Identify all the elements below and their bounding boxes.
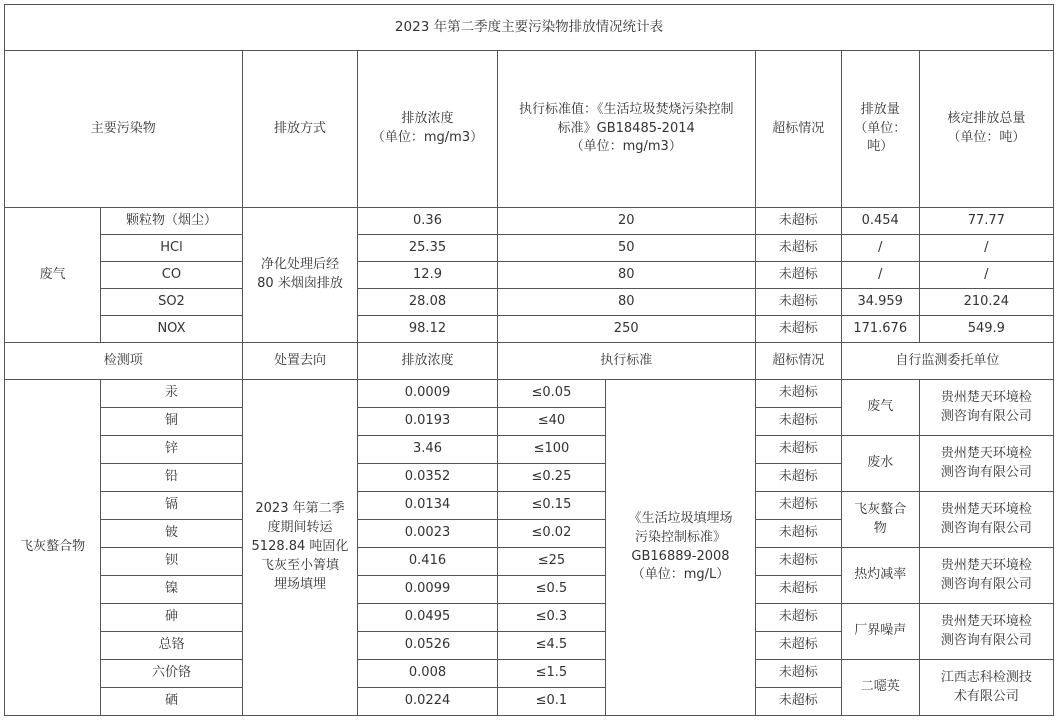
gas-exceed: 未超标 (755, 208, 841, 235)
table-row (5, 660, 1054, 688)
monitor-type: 二噁英 (841, 660, 919, 716)
gas-total: 549.9 (919, 316, 1053, 343)
ash-concentration: 0.0352 (358, 464, 497, 492)
gas-standard: 80 (497, 289, 755, 316)
gas-concentration: 98.12 (358, 316, 497, 343)
header-exceed: 超标情况 (755, 51, 841, 208)
emission-statistics-table (4, 4, 1054, 716)
ash-concentration: 0.0134 (358, 492, 497, 520)
gas-amount: 34.959 (841, 289, 919, 316)
header-pollutant: 主要污染物 (5, 51, 243, 208)
gas-amount: / (841, 235, 919, 262)
ash-concentration: 0.0099 (358, 576, 497, 604)
ash-concentration: 0.0023 (358, 520, 497, 548)
gas-standard: 50 (497, 235, 755, 262)
monitor-unit: 贵州楚天环境检 测咨询有限公司 (919, 380, 1053, 436)
gas-exceed: 未超标 (755, 262, 841, 289)
gas-amount: / (841, 262, 919, 289)
gas-concentration: 28.08 (358, 289, 497, 316)
gas-concentration: 12.9 (358, 262, 497, 289)
header-monitor: 自行监测委托单位 (841, 343, 1053, 380)
gas-method: 净化处理后经 80 米烟囱排放 (242, 208, 358, 343)
ash-concentration: 0.0224 (358, 688, 497, 716)
ash-limit: ≤1.5 (497, 660, 606, 688)
gas-category: 废气 (5, 208, 101, 343)
gas-pollutant: SO2 (101, 289, 242, 316)
header-row-2 (5, 343, 1054, 380)
monitor-type: 飞灰螯合 物 (841, 492, 919, 548)
ash-concentration: 0.0526 (358, 632, 497, 660)
gas-amount: 0.454 (841, 208, 919, 235)
header-concentration-2: 排放浓度 (358, 343, 497, 380)
gas-pollutant: NOX (101, 316, 242, 343)
monitor-type: 厂界噪声 (841, 604, 919, 660)
ash-exceed: 未超标 (755, 604, 841, 632)
ash-exceed: 未超标 (755, 520, 841, 548)
ash-exceed: 未超标 (755, 548, 841, 576)
gas-pollutant: HCl (101, 235, 242, 262)
ash-exceed: 未超标 (755, 576, 841, 604)
gas-total: 77.77 (919, 208, 1053, 235)
ash-concentration: 0.0009 (358, 380, 497, 408)
ash-exceed: 未超标 (755, 464, 841, 492)
table-row (5, 262, 1054, 289)
ash-item: 镉 (101, 492, 242, 520)
ash-item: 铜 (101, 408, 242, 436)
ash-item: 砷 (101, 604, 242, 632)
table-row (5, 289, 1054, 316)
gas-exceed: 未超标 (755, 316, 841, 343)
header-standard-2: 执行标准 (497, 343, 755, 380)
ash-exceed: 未超标 (755, 380, 841, 408)
ash-limit: ≤0.15 (497, 492, 606, 520)
monitor-type: 热灼减率 (841, 548, 919, 604)
ash-item: 六价铬 (101, 660, 242, 688)
ash-exceed: 未超标 (755, 660, 841, 688)
monitor-unit: 贵州楚天环境检 测咨询有限公司 (919, 604, 1053, 660)
ash-exceed: 未超标 (755, 492, 841, 520)
ash-exceed: 未超标 (755, 688, 841, 716)
monitor-unit: 江西志科检测技 术有限公司 (919, 660, 1053, 716)
ash-concentration: 0.0193 (358, 408, 497, 436)
header-row (5, 51, 1054, 208)
ash-limit: ≤0.05 (497, 380, 606, 408)
ash-limit: ≤0.1 (497, 688, 606, 716)
table-title: 2023 年第二季度主要污染物排放情况统计表 (5, 5, 1054, 51)
gas-concentration: 25.35 (358, 235, 497, 262)
ash-limit: ≤0.5 (497, 576, 606, 604)
ash-item: 铍 (101, 520, 242, 548)
monitor-unit: 贵州楚天环境检 测咨询有限公司 (919, 436, 1053, 492)
header-disposal: 处置去向 (242, 343, 358, 380)
ash-item: 锌 (101, 436, 242, 464)
gas-amount: 171.676 (841, 316, 919, 343)
table-row (5, 316, 1054, 343)
ash-standard: 《生活垃圾填埋场 污染控制标准》 GB16889-2008 （单位：mg/L） (606, 380, 756, 716)
table-row (5, 492, 1054, 520)
table-row (5, 604, 1054, 632)
ash-concentration: 3.46 (358, 436, 497, 464)
ash-concentration: 0.0495 (358, 604, 497, 632)
ash-item: 汞 (101, 380, 242, 408)
table-row (5, 548, 1054, 576)
ash-limit: ≤0.25 (497, 464, 606, 492)
gas-pollutant: CO (101, 262, 242, 289)
table-row (5, 380, 1054, 408)
ash-limit: ≤0.02 (497, 520, 606, 548)
ash-disposal: 2023 年第二季 度期间转运 5128.84 吨固化 飞灰至小箐填 埋场填埋 (242, 380, 358, 716)
header-item: 检测项 (5, 343, 243, 380)
ash-item: 铅 (101, 464, 242, 492)
gas-standard: 250 (497, 316, 755, 343)
gas-standard: 20 (497, 208, 755, 235)
gas-exceed: 未超标 (755, 235, 841, 262)
ash-item: 硒 (101, 688, 242, 716)
ash-item: 镍 (101, 576, 242, 604)
gas-concentration: 0.36 (358, 208, 497, 235)
title-row (5, 5, 1054, 51)
gas-total: / (919, 262, 1053, 289)
monitor-unit: 贵州楚天环境检 测咨询有限公司 (919, 492, 1053, 548)
gas-total: 210.24 (919, 289, 1053, 316)
ash-concentration: 0.416 (358, 548, 497, 576)
ash-limit: ≤4.5 (497, 632, 606, 660)
table-row (5, 436, 1054, 464)
header-amount: 排放量 （单位： 吨） (841, 51, 919, 208)
ash-item: 总铬 (101, 632, 242, 660)
monitor-type: 废水 (841, 436, 919, 492)
header-concentration: 排放浓度 （单位：mg/m3） (358, 51, 497, 208)
ash-item: 钡 (101, 548, 242, 576)
table-row (5, 235, 1054, 262)
ash-category: 飞灰螯合物 (5, 380, 101, 716)
ash-limit: ≤40 (497, 408, 606, 436)
header-total: 核定排放总量 （单位：吨） (919, 51, 1053, 208)
gas-total: / (919, 235, 1053, 262)
ash-concentration: 0.008 (358, 660, 497, 688)
monitor-unit: 贵州楚天环境检 测咨询有限公司 (919, 548, 1053, 604)
gas-pollutant: 颗粒物（烟尘） (101, 208, 242, 235)
ash-exceed: 未超标 (755, 436, 841, 464)
gas-standard: 80 (497, 262, 755, 289)
header-exceed-2: 超标情况 (755, 343, 841, 380)
gas-exceed: 未超标 (755, 289, 841, 316)
table-row (5, 208, 1054, 235)
ash-limit: ≤100 (497, 436, 606, 464)
ash-limit: ≤25 (497, 548, 606, 576)
ash-exceed: 未超标 (755, 632, 841, 660)
ash-exceed: 未超标 (755, 408, 841, 436)
monitor-type: 废气 (841, 380, 919, 436)
ash-limit: ≤0.3 (497, 604, 606, 632)
header-method: 排放方式 (242, 51, 358, 208)
header-standard: 执行标准值：《生活垃圾焚烧污染控制 标准》GB18485-2014 （单位：mg/m3） (497, 51, 755, 208)
